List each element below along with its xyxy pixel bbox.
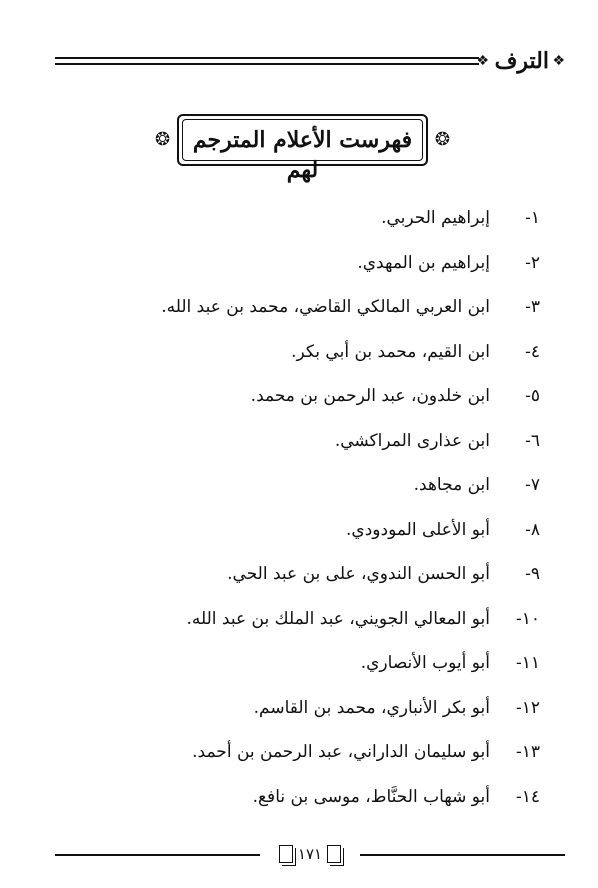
entry-text: إبراهيم الحربي. [381,208,490,229]
list-item [80,686,540,731]
entry-number: ٣- [525,297,540,318]
entry-text: ابن خلدون، عبد الرحمن بن محمد. [250,386,490,407]
list-item [80,463,540,508]
list-item [80,775,540,820]
list-item [80,285,540,330]
entry-number: ٥- [525,386,540,407]
header-rule [55,57,479,65]
entry-text: أبو المعالي الجويني، عبد الملك بن عبد الله. [186,608,490,629]
entry-number: ٤- [525,341,540,362]
list-item [80,508,540,553]
list-item [80,641,540,686]
list-item [80,241,540,286]
footer-rule-right [360,854,565,856]
entry-text: أبو بكر الأنباري، محمد بن القاسم. [253,697,490,718]
entry-text: ابن القيم، محمد بن أبي بكر. [291,341,490,362]
entry-text: ابن عذارى المراكشي. [334,430,490,451]
entry-list [80,196,540,819]
list-item [80,374,540,419]
entry-number: ١١- [515,653,540,674]
list-item [80,597,540,642]
footer-rule-left [55,854,260,856]
list-item [80,552,540,597]
entry-text: أبو شهاب الحنَّاط، موسى بن نافع. [252,786,490,807]
book-icon [327,845,341,863]
banner-ornament-left-icon: ❂ [155,129,171,150]
book-icon [279,845,293,863]
entry-number: ٧- [525,475,540,496]
list-item [80,419,540,464]
section-banner [155,114,450,183]
entry-text: أبو الأعلى المودودي. [346,519,490,540]
running-header [55,44,565,80]
page-footer [55,836,565,876]
section-title: فهرست الأعلام المترجم لهم [192,127,413,183]
list-item [80,196,540,241]
banner-ornament-right-icon: ❂ [434,129,450,150]
entry-number: ١٢- [515,697,540,718]
entry-text: أبو الحسن الندوي، على بن عبد الحي. [227,564,490,585]
entry-text: إبراهيم بن المهدي. [357,252,490,273]
entry-text: أبو أيوب الأنصاري. [360,653,490,674]
entry-number: ١٣- [515,742,540,763]
entry-number: ٨- [525,519,540,540]
entry-text: ابن مجاهد. [413,475,490,496]
header-ornament-left-icon: ❖ [476,53,489,69]
page-number: ١٧١ [297,845,323,863]
page-number-box [270,840,350,868]
entry-number: ١٠- [515,608,540,629]
entry-text: أبو سليمان الداراني، عبد الرحمن بن أحمد. [192,742,490,763]
list-item [80,330,540,375]
entry-number: ٩- [525,564,540,585]
entry-number: ٢- [525,252,540,273]
entry-number: ١٤- [515,786,540,807]
entry-number: ٦- [525,430,540,451]
running-title: الترف [494,48,549,74]
header-ornament-right-icon: ❖ [552,53,565,69]
entry-number: ١- [525,208,540,229]
entry-text: ابن العربي المالكي القاضي، محمد بن عبد الله. [161,297,490,318]
list-item [80,730,540,775]
